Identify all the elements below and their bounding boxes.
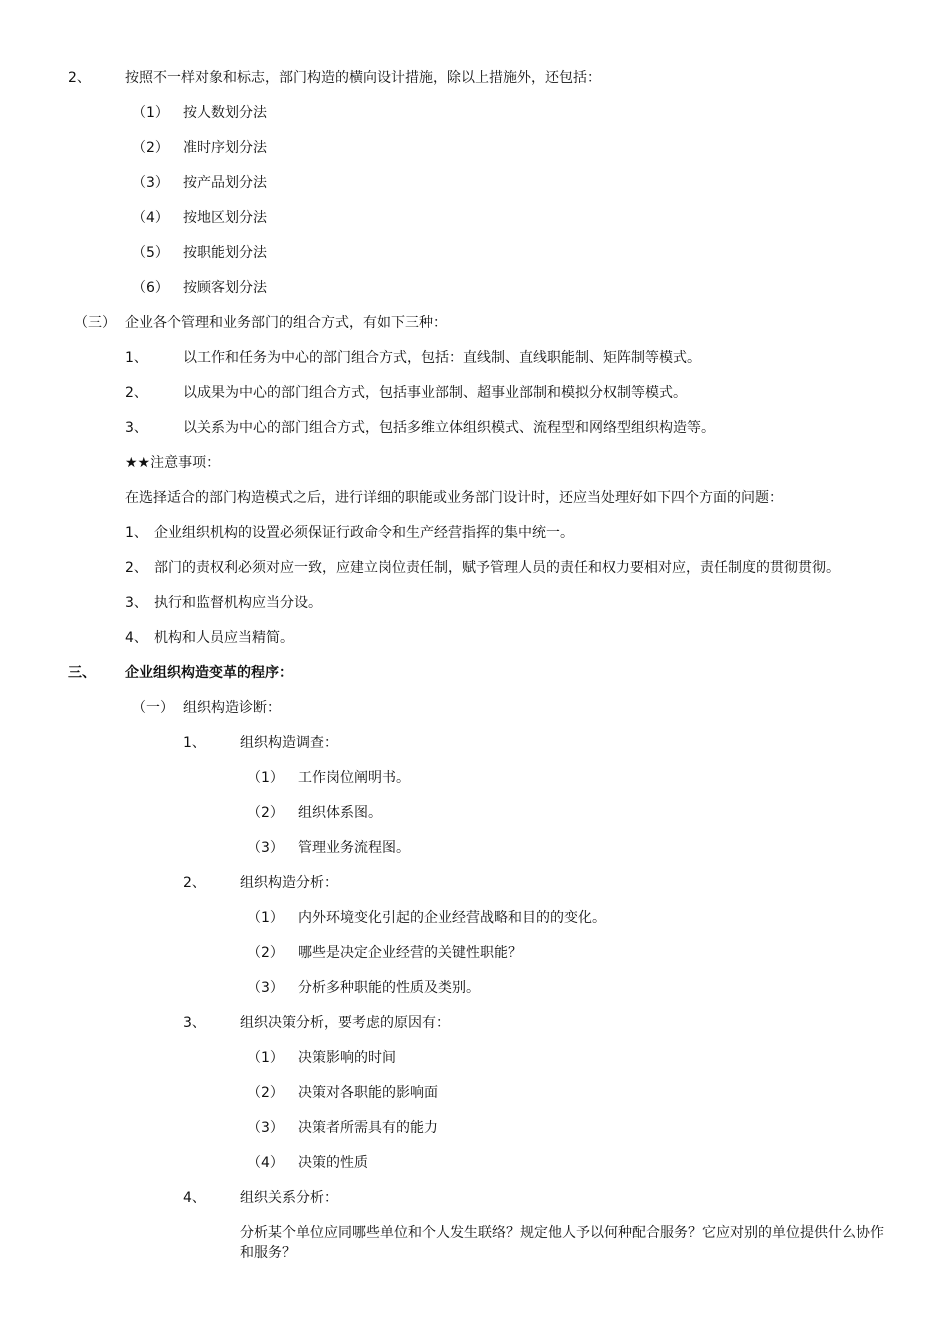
- item-text: 以成果为中心的部门组合方式，包括事业部制、超事业部制和模拟分权制等模式。: [183, 385, 687, 401]
- item-number: （2）: [247, 945, 284, 961]
- item-text: 执行和监督机构应当分设。: [154, 595, 322, 611]
- item-text: 决策的性质: [298, 1155, 368, 1171]
- item-text: 内外环境变化引起的企业经营战略和目的的变化。: [298, 910, 606, 926]
- item-text: 以工作和任务为中心的部门组合方式，包括：直线制、直线职能制、矩阵制等模式。: [183, 350, 701, 366]
- item-text: 决策影响的时间: [298, 1050, 396, 1066]
- item-text: 哪些是决定企业经营的关键性职能？: [298, 945, 522, 961]
- item-number: 3、: [125, 595, 148, 611]
- item-number: （2）: [132, 140, 169, 156]
- item-number: （1）: [247, 1050, 284, 1066]
- item-number: 2、: [125, 560, 148, 576]
- item-text: 组织构造诊断：: [183, 700, 281, 716]
- item-number: （4）: [247, 1155, 284, 1171]
- item-text: 按照不一样对象和标志，部门构造的横向设计措施，除以上措施外，还包括：: [125, 70, 601, 86]
- item-text: 组织决策分析，要考虑的原因有：: [240, 1015, 450, 1031]
- item-text: 按产品划分法: [183, 175, 267, 191]
- item-text: 部门的责权利必须对应一致，应建立岗位责任制，赋予管理人员的责任和权力要相对应，责任制度的贯彻贯彻。: [154, 560, 840, 576]
- item-text: 管理业务流程图。: [298, 840, 410, 856]
- item-number: （三）: [74, 315, 116, 331]
- item-number: 1、: [125, 525, 148, 541]
- section-number: 三、: [68, 665, 96, 681]
- item-number: （3）: [247, 840, 284, 856]
- item-text: 组织构造分析：: [240, 875, 338, 891]
- item-number: （2）: [247, 1085, 284, 1101]
- item-number: （2）: [247, 805, 284, 821]
- item-number: 1、: [125, 350, 148, 366]
- item-number: 3、: [125, 420, 148, 436]
- item-text: 组织关系分析：: [240, 1190, 338, 1206]
- notice-intro: 在选择适合的部门构造模式之后，进行详细的职能或业务部门设计时，还应当处理好如下四个方面的问题：: [125, 490, 783, 506]
- item-number: 3、: [183, 1015, 206, 1031]
- item-text: 机构和人员应当精简。: [154, 630, 294, 646]
- item-number: （一）: [132, 700, 174, 716]
- item-number: 2、: [183, 875, 206, 891]
- item-number: （5）: [132, 245, 169, 261]
- item-number: 2、: [68, 70, 91, 86]
- item-number: （3）: [247, 980, 284, 996]
- section-heading: 企业组织构造变革的程序：: [125, 665, 293, 681]
- item-number: 4、: [125, 630, 148, 646]
- item-number: （1）: [247, 910, 284, 926]
- item-text: 工作岗位阐明书。: [298, 770, 410, 786]
- item-number: （1）: [132, 105, 169, 121]
- item-number: 2、: [125, 385, 148, 401]
- item-number: （3）: [247, 1120, 284, 1136]
- item-text: 分析多种职能的性质及类别。: [298, 980, 480, 996]
- item-number: （3）: [132, 175, 169, 191]
- item-number: 1、: [183, 735, 206, 751]
- item-text: 决策者所需具有的能力: [298, 1120, 438, 1136]
- item-text: 企业各个管理和业务部门的组合方式，有如下三种：: [125, 315, 447, 331]
- item-text: 组织构造调查：: [240, 735, 338, 751]
- item-text: 组织体系图。: [298, 805, 382, 821]
- item-text: 按职能划分法: [183, 245, 267, 261]
- item-text: 准时序划分法: [183, 140, 267, 156]
- item-number: （4）: [132, 210, 169, 226]
- item-number: 4、: [183, 1190, 206, 1206]
- item-text: 按地区划分法: [183, 210, 267, 226]
- item-text: 按顾客划分法: [183, 280, 267, 296]
- notice-heading: ★★注意事项：: [125, 455, 221, 471]
- item-text: 按人数划分法: [183, 105, 267, 121]
- item-number: （1）: [247, 770, 284, 786]
- item-text: 企业组织机构的设置必须保证行政命令和生产经营指挥的集中统一。: [154, 525, 574, 541]
- relation-analysis-paragraph: 分析某个单位应同哪些单位和个人发生联络？规定他人予以何种配合服务？它应对别的单位提供什么协作和服务？: [240, 1225, 884, 1261]
- item-text: 决策对各职能的影响面: [298, 1085, 438, 1101]
- item-number: （6）: [132, 280, 169, 296]
- item-text: 以关系为中心的部门组合方式，包括多维立体组织模式、流程型和网络型组织构造等。: [183, 420, 715, 436]
